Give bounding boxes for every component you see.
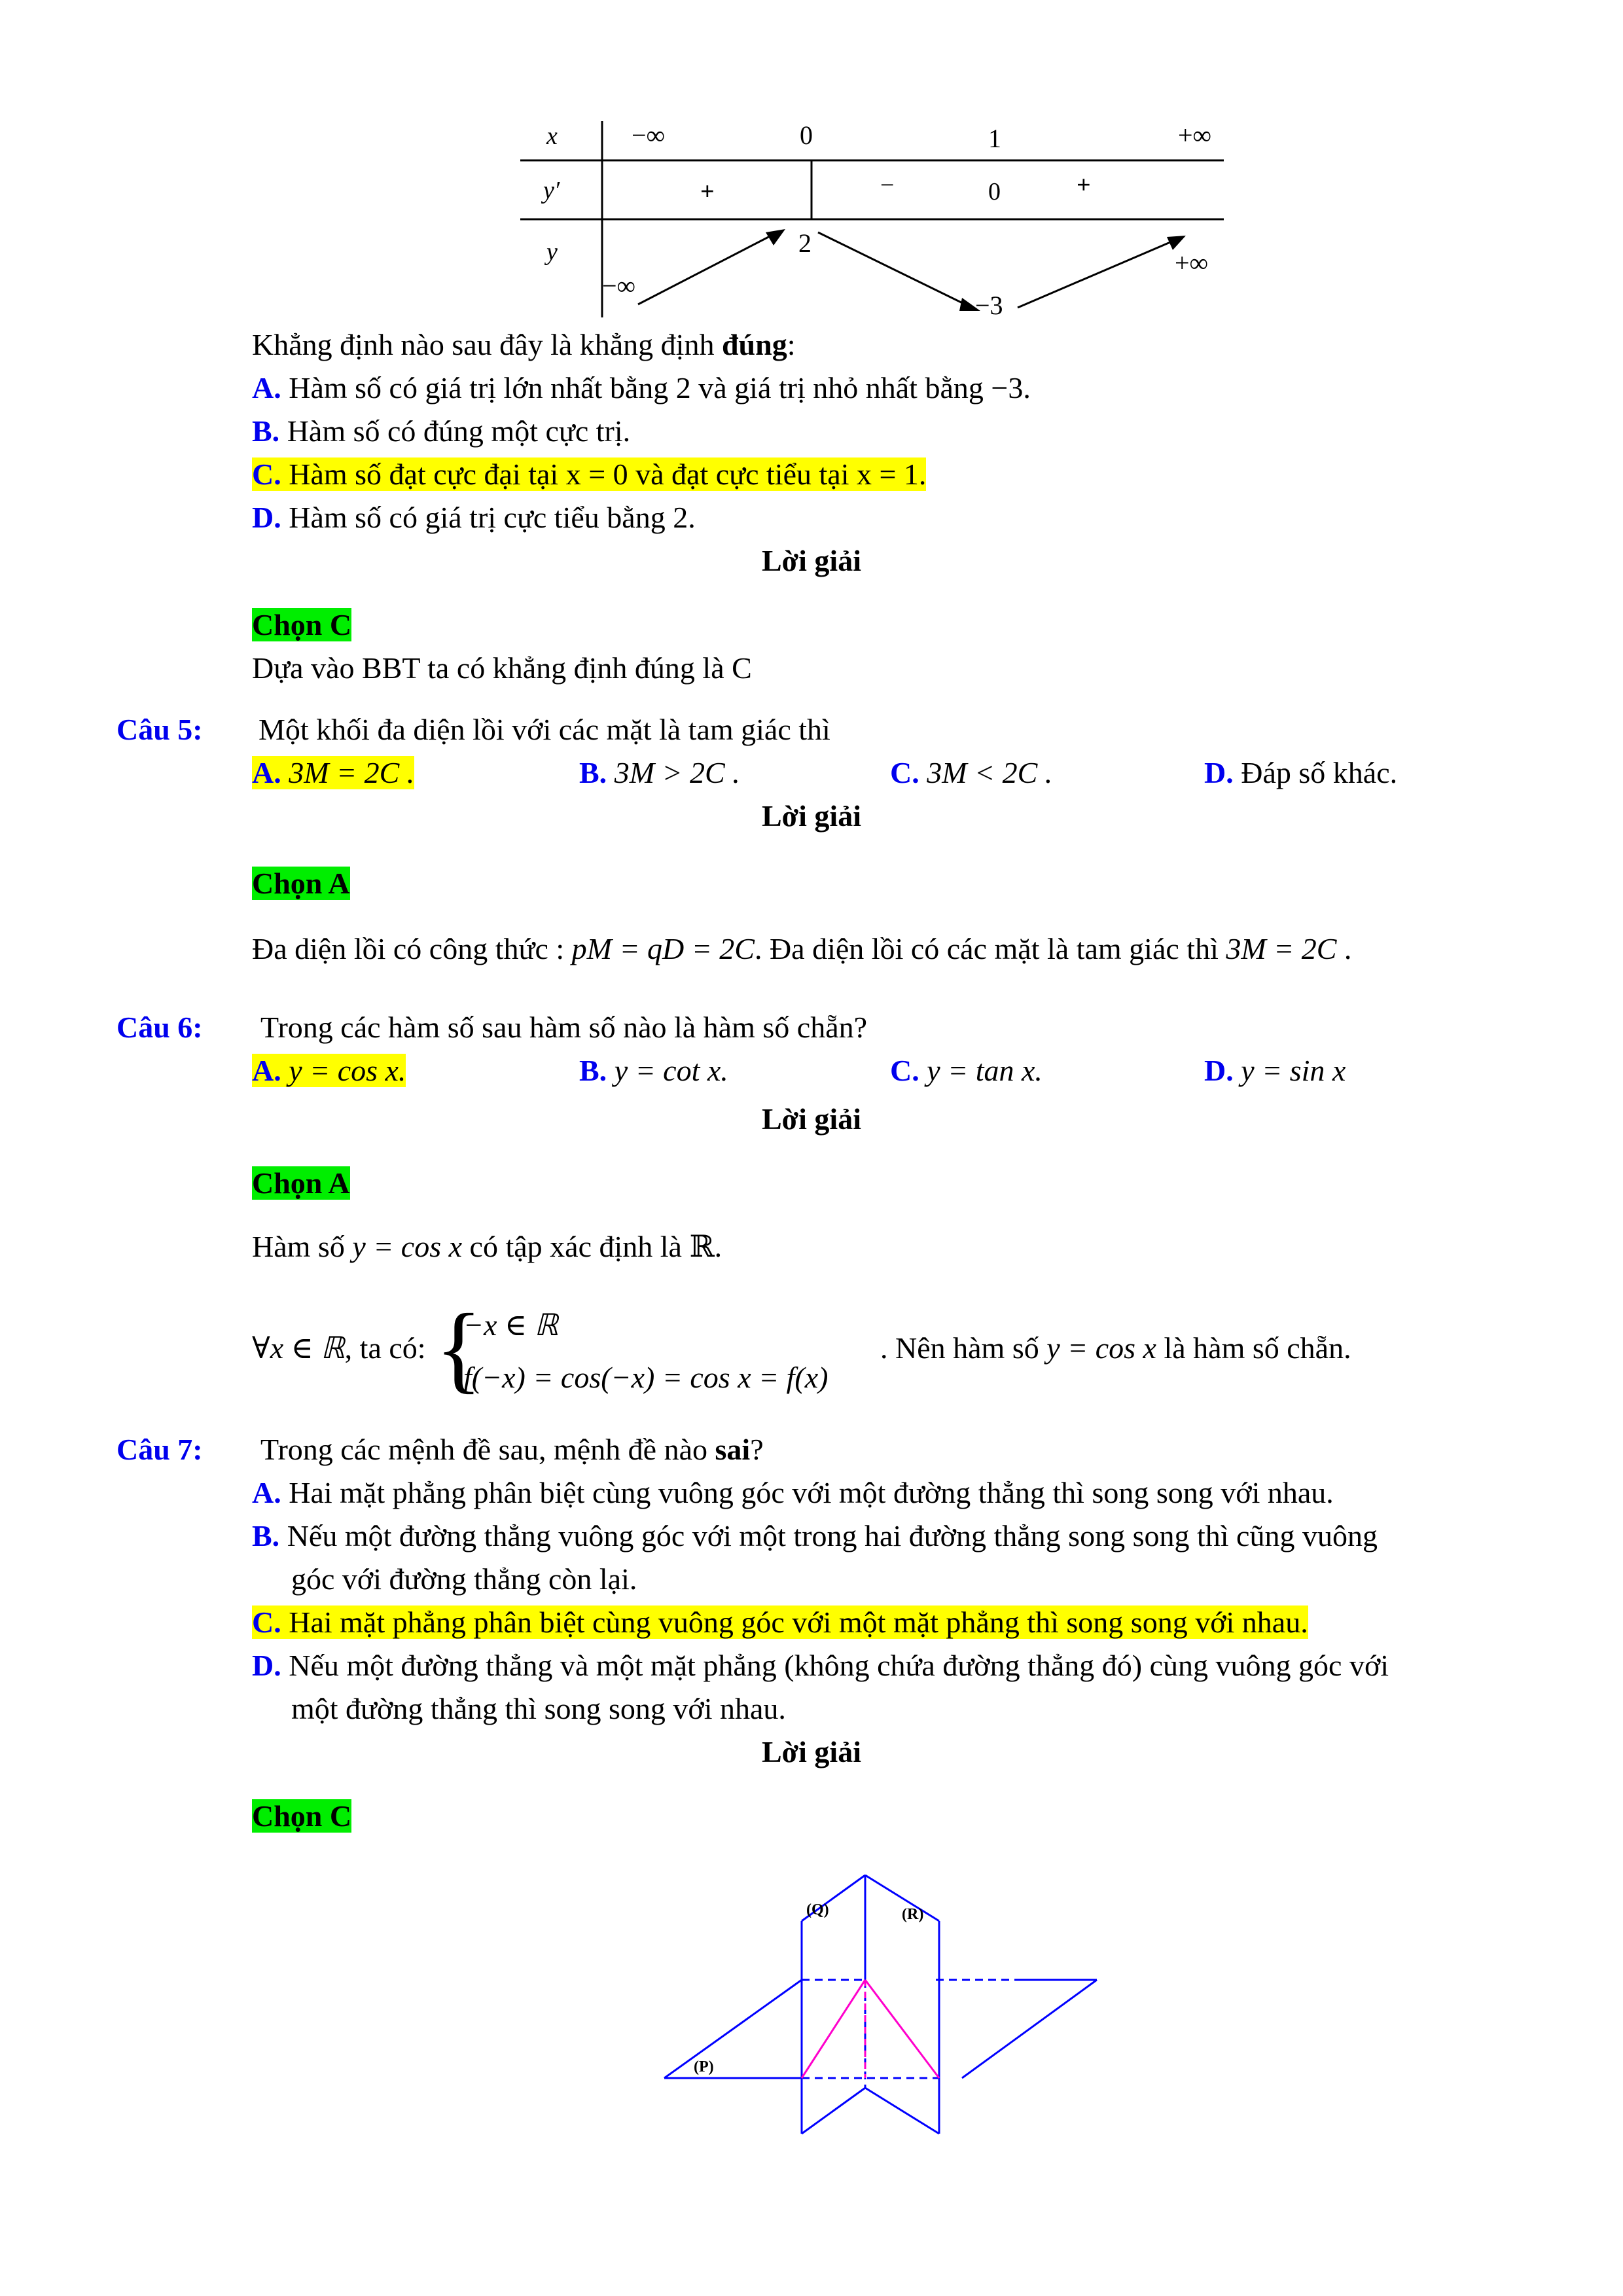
q7-option-b-cont: góc với đường thẳng còn lại. (291, 1562, 637, 1596)
bbt-sign: − (880, 171, 895, 199)
bbt-y-val: −∞ (602, 271, 636, 300)
q7-prompt: Trong các mệnh đề sau, mệnh đề nào sai? (260, 1433, 764, 1466)
q7-choice: Chọn C (252, 1799, 352, 1833)
bbt-sign: + (700, 178, 715, 206)
bbt-y-val: 2 (798, 228, 812, 258)
bbt-x-label: x (546, 122, 558, 150)
bbt-x-val: +∞ (1178, 120, 1212, 150)
q6-explain-2: ∀x ∈ ℝ, ta có: (252, 1331, 426, 1365)
q7-option-a: A. Hai mặt phẳng phân biệt cùng vuông góc với một đường thẳng thì song song với nhau. (252, 1476, 1334, 1509)
q5-option-a: A. 3M = 2C . (252, 756, 415, 789)
system-line-1: −x ∈ ℝ (463, 1308, 558, 1342)
q6-solution-title: Lời giải (762, 1102, 861, 1136)
q7-option-d: D. Nếu một đường thẳng và một mặt phẳng (không chứa đường thẳng đó) cùng vuông góc với (252, 1649, 1389, 1682)
q5-option-c: C. 3M < 2C . (890, 756, 1053, 789)
q7-option-d-cont: một đường thẳng thì song song với nhau. (291, 1692, 786, 1725)
bbt-sign: + (1077, 171, 1091, 199)
q6-option-c: C. y = tan x. (890, 1054, 1043, 1087)
variation-table (517, 115, 1237, 324)
q6-explain-1: Hàm số y = cos x có tập xác định là ℝ. (252, 1230, 722, 1263)
q5-choice: Chọn A (252, 867, 350, 900)
q5-option-d: D. Đáp số khác. (1204, 756, 1398, 789)
label-r: (R) (902, 1906, 924, 1923)
q4-option-a: A. Hàm số có giá trị lớn nhất bằng 2 và giá trị nhỏ nhất bằng −3. (252, 371, 1031, 404)
bbt-x-val: −∞ (632, 120, 666, 150)
label-p: (P) (694, 2058, 714, 2075)
q4-explain: Dựa vào BBT ta có khẳng định đúng là C (252, 651, 752, 685)
q6-choice: Chọn A (252, 1166, 350, 1200)
q5-option-b: B. 3M > 2C . (579, 756, 740, 789)
q5-number: Câu 5: (116, 713, 203, 746)
bbt-x-val: 1 (988, 124, 1001, 153)
q6-prompt: Trong các hàm số sau hàm số nào là hàm số chẵn? (260, 1011, 868, 1044)
q6-option-d: D. y = sin x (1204, 1054, 1346, 1087)
q6-option-b: B. y = cot x. (579, 1054, 728, 1087)
q4-choice: Chọn C (252, 608, 352, 641)
q7-option-c: C. Hai mặt phẳng phân biệt cùng vuông góc với một mặt phẳng thì song song với nhau. (252, 1605, 1308, 1639)
label-q: (Q) (806, 1901, 829, 1918)
q4-option-d: D. Hàm số có giá trị cực tiểu bằng 2. (252, 501, 696, 534)
planes-figure (654, 1865, 1113, 2166)
q6-conclusion: . Nên hàm số y = cos x là hàm số chẵn. (880, 1331, 1351, 1365)
q7-option-b: B. Nếu một đường thẳng vuông góc với một trong hai đường thẳng song song thì cũng vuông (252, 1519, 1378, 1552)
q7-solution-title: Lời giải (762, 1735, 861, 1768)
q5-explain: Đa diện lồi có công thức : pM = qD = 2C. Đa diện lồi có các mặt là tam giác thì 3M = 2C . (252, 932, 1352, 965)
q5-prompt: Một khối đa diện lồi với các mặt là tam giác thì (259, 713, 830, 746)
q5-solution-title: Lời giải (762, 799, 861, 833)
system-line-2: f(−x) = cos(−x) = cos x = f(x) (463, 1361, 829, 1394)
q4-solution-title: Lời giải (762, 544, 861, 577)
bbt-y-val: +∞ (1175, 248, 1209, 278)
q6-option-a: A. y = cos x. (252, 1054, 406, 1087)
q6-number: Câu 6: (116, 1011, 203, 1044)
bbt-y-val: −3 (975, 291, 1003, 320)
q4-option-c: C. Hàm số đạt cực đại tại x = 0 và đạt cực tiểu tại x = 1. (252, 457, 927, 491)
bbt-x-val: 0 (800, 120, 813, 150)
q4-option-b: B. Hàm số có đúng một cực trị. (252, 414, 631, 448)
bbt-y-label: y (546, 238, 558, 266)
q7-number: Câu 7: (116, 1433, 203, 1466)
system-brace: { (435, 1294, 482, 1403)
q4-prompt: Khẳng định nào sau đây là khẳng định đúng: (252, 328, 796, 361)
bbt-yp-label: y′ (543, 177, 560, 204)
bbt-sign: 0 (988, 178, 1001, 206)
